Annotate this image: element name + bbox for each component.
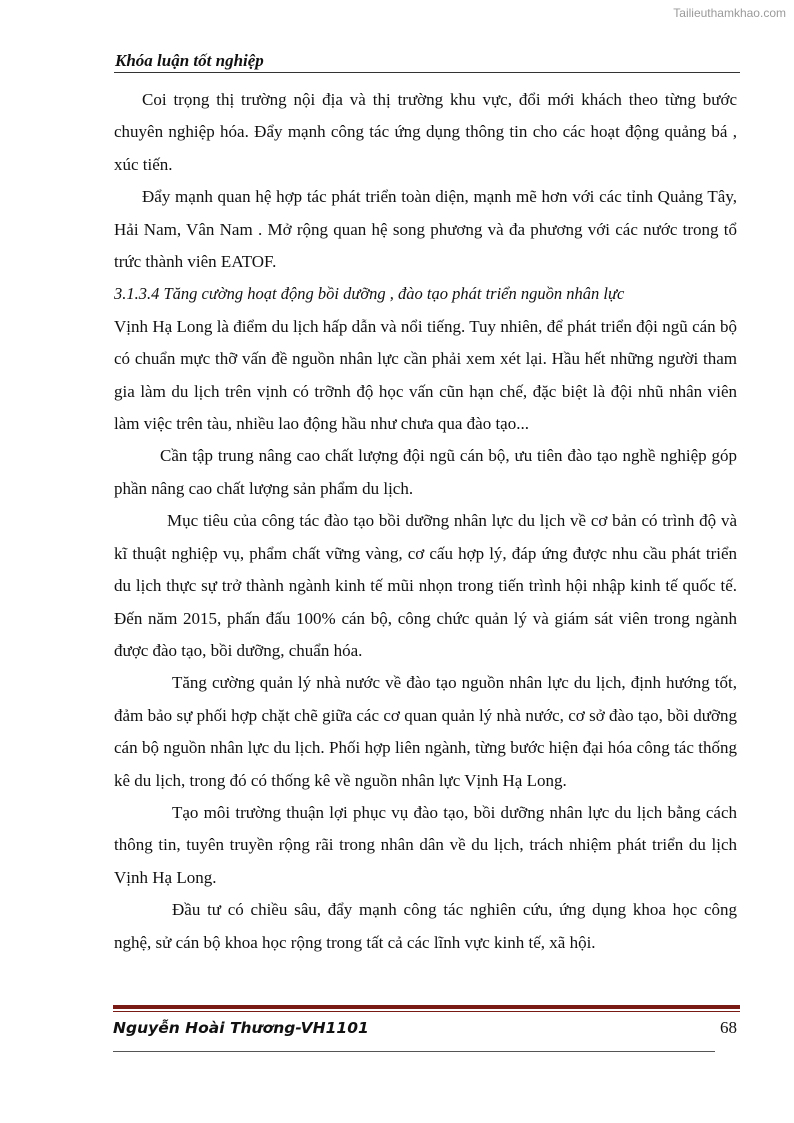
footer-bottom-rule: [113, 1051, 715, 1052]
paragraph-3: Vịnh Hạ Long là điểm du lịch hấp dẫn và nổi tiếng. Tuy nhiên, để phát triển đội ngũ cán bộ có chuẩn mực thỡ vấn đề nguồn nhân lực cần phải xem xét lại. Hầu hết những người tham gia làm du lịch trên vịnh có trỡnh độ học vấn cũn hạn chế, đặc biệt là đội nhũ nhân viên làm việc trên tàu, nhiều lao động hầu như chưa qua đào tạo...: [114, 316, 737, 434]
paragraph-8: Đầu tư có chiều sâu, đẩy mạnh công tác nghiên cứu, ứng dụng khoa học công nghệ, sử cán bộ khoa học rộng trong tất cả các lĩnh vực kinh tế, xã hội.: [114, 900, 737, 952]
page-number: 68: [720, 1018, 737, 1037]
header-divider: [114, 72, 740, 73]
page-header: [114, 50, 740, 73]
footer-divider: [113, 1005, 740, 1012]
document-body: [114, 84, 737, 959]
footer-rule-thick: [113, 1005, 740, 1009]
footer-rule-thin: [113, 1011, 740, 1012]
paragraph-2: Đẩy mạnh quan hệ hợp tác phát triển toàn diện, mạnh mẽ hơn với các tỉnh Quảng Tây, Hải Nam, Vân Nam . Mở rộng quan hệ song phương và đa phương với các nước trong tổ trức thành viên EATOF.: [114, 187, 737, 272]
page-footer: [113, 1017, 739, 1041]
paragraph-7: Tạo môi trường thuận lợi phục vụ đào tạo, bồi dưỡng nhân lực du lịch bằng cách thông tin, tuyên truyền rộng rãi trong nhân dân về du lịch, trách nhiệm phát triển du lịch Vịnh Hạ Long.: [114, 802, 737, 887]
paragraph-6: Tăng cường quản lý nhà nước về đào tạo nguồn nhân lực du lịch, định hướng tốt, đảm bảo sự phối hợp chặt chẽ giữa các cơ quan quản lý nhà nước, cơ sở đào tạo, bồi dưỡng cán bộ nguồn nhân lực du lịch. Phối hợp liên ngành, từng bước hiện đại hóa công tác thống kê du lịch, trong đó có thống kê về nguồn nhân lực Vịnh Hạ Long.: [114, 673, 737, 790]
footer-author: Nguyễn Hoài Thương-VH1101: [113, 1019, 369, 1037]
section-heading: 3.1.3.4 Tăng cường hoạt động bồi dưỡng , đào tạo phát triển nguồn nhân lực: [114, 284, 625, 304]
paragraph-1: Coi trọng thị trường nội địa và thị trường khu vực, đổi mới khách theo từng bước chuyên nghiệp hóa. Đẩy mạnh công tác ứng dụng thông tin cho các hoạt động quảng bá , xúc tiến.: [114, 90, 737, 174]
paragraph-4: Cần tập trung nâng cao chất lượng đội ngũ cán bộ, ưu tiên đào tạo nghề nghiệp góp phần nâng cao chất lượng sản phẩm du lịch.: [114, 446, 737, 498]
watermark-text: Tailieuthamkhao.com: [673, 6, 786, 20]
paragraph-5: Mục tiêu của công tác đào tạo bồi dưỡng nhân lực du lịch về cơ bản có trình độ và kĩ thuật nghiệp vụ, phẩm chất vững vàng, cơ cấu hợp lý, đáp ứng được nhu cầu phát triển du lịch thực sự trở thành ngành kinh tế mũi nhọn trong tiến trình hội nhập kinh tế quốc tế. Đến năm 2015, phấn đấu 100% cán bộ, công chức quản lý và giám sát viên trong ngành được đào tạo, bồi dưỡng, chuẩn hóa.: [114, 511, 737, 660]
header-title: Khóa luận tốt nghiệp: [115, 51, 264, 70]
